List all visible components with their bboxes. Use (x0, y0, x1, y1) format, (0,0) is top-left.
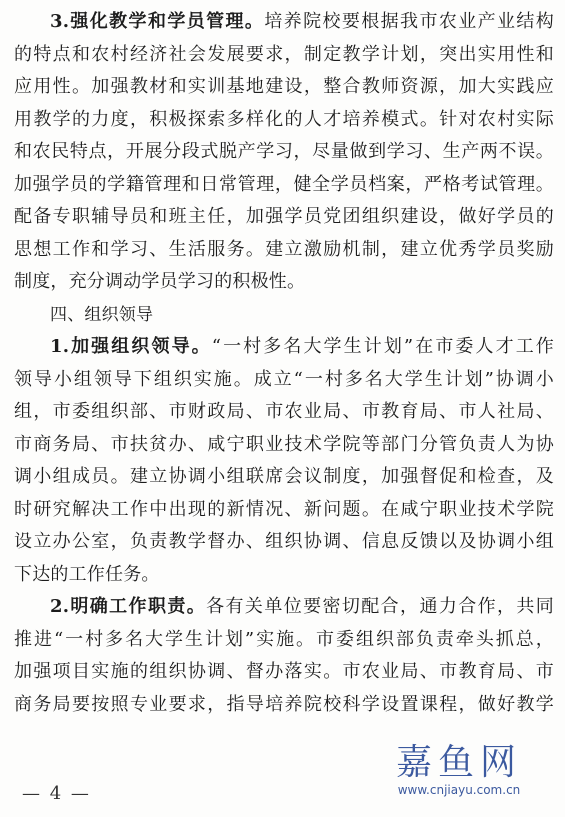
text-line: 领导小组领导下组织实施。成立“一村多名大学生计划”协调小 (14, 368, 554, 390)
text-line: 的特点和农村经济社会发展要求，制定教学计划，突出实用性和 (14, 43, 554, 65)
text-line: 思想工作和学习、生活服务。建立激励机制，建立优秀学员奖励 (14, 238, 554, 260)
text-line: 时研究解决工作中出现的新情况、新问题。在咸宁职业技术学院 (14, 498, 554, 520)
text-line (14, 591, 554, 624)
paragraph-lead: 3.强化教学和学员管理。 (50, 11, 265, 32)
body-text (14, 6, 554, 721)
watermark-logo-text: 嘉鱼网 (395, 742, 522, 783)
text-line: 下达的工作任务。 (14, 563, 160, 585)
text-line: 用教学的力度，积极探索多样化的人才培养模式。针对农村实际 (14, 108, 554, 130)
text-segment: “一村多名大学生计划”在市委人才工作 (211, 336, 554, 357)
text-line: 市商务局、市扶贫办、咸宁职业技术学院等部门分管负责人为协 (14, 433, 554, 455)
text-line: 配备专职辅导员和班主任，加强学员党团组织建设，做好学员的 (14, 206, 554, 227)
text-line: 应用性。加强教材和实训基地建设，整合教师资源，加大实践应 (14, 76, 554, 97)
text-line: 制度，充分调动学员学习的积极性。 (14, 271, 306, 292)
text-line (14, 331, 554, 364)
text-segment: 各有关单位要密切配合，通力合作，共同 (206, 596, 554, 617)
text-line: 加强项目实施的组织协调、督办落实。市农业局、市教育局、市 (14, 661, 554, 682)
section-heading: 四、组织领导 (50, 304, 154, 325)
text-line: 设立办公室，负责教学督办、组织协调、信息反馈以及协调小组 (14, 531, 554, 552)
text-line: 商务局要按照专业要求，指导培养院校科学设置课程，做好教学 (14, 693, 554, 715)
watermark-url: www.cnjiayu.com.cn (397, 783, 521, 797)
text-line (14, 6, 554, 39)
page-number: — 4 — (22, 783, 91, 804)
text-line: 组，市委组织部、市财政局、市农业局、市教育局、市人社局、 (14, 401, 554, 422)
text-segment: 培养院校要根据我市农业产业结构 (264, 11, 554, 32)
site-watermark (379, 743, 539, 797)
text-line: 加强学员的学籍管理和日常管理，健全学员档案，严格考试管理。 (14, 173, 554, 195)
text-line: 推进“一村多名大学生计划”实施。市委组织部负责牵头抓总， (14, 628, 554, 650)
paragraph-lead: 1.加强组织领导。 (50, 336, 212, 357)
paragraph-lead: 2.明确工作职责。 (50, 596, 207, 617)
text-line: 调小组成员。建立协调小组联席会议制度，加强督促和检查，及 (14, 466, 554, 487)
text-line: 和农民特点，开展分段式脱产学习，尽量做到学习、生产两不误。 (14, 141, 554, 162)
